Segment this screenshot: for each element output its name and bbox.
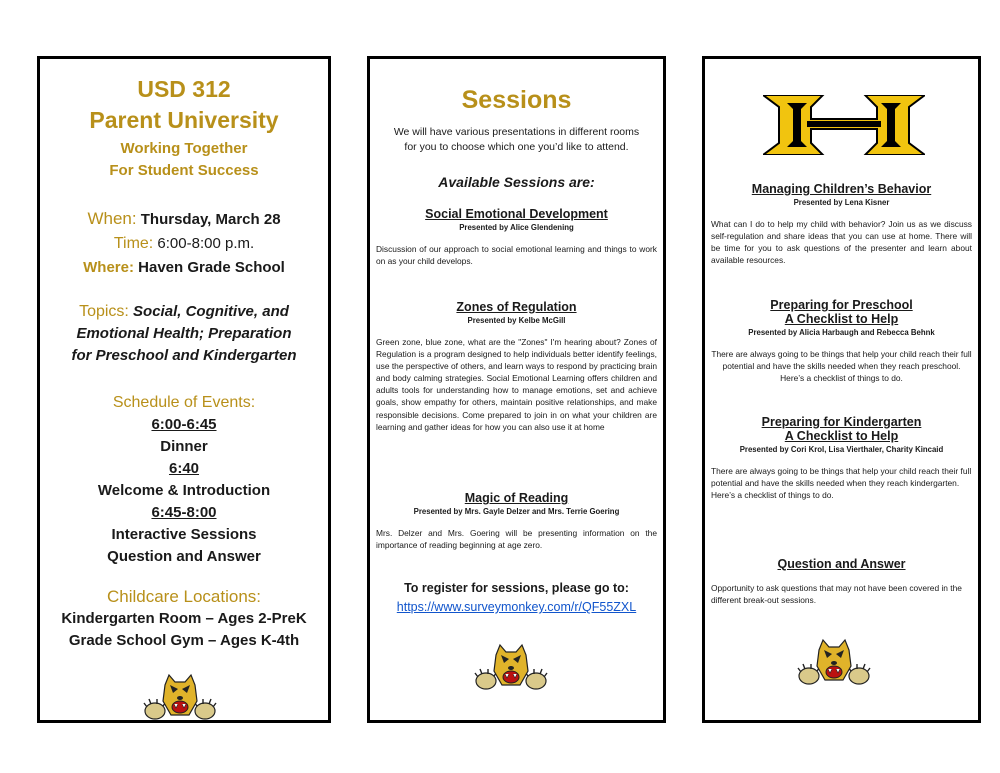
session-presenter: Presented by Cori Krol, Lisa Vierthaler, Charity Kincaid <box>739 445 944 454</box>
session-title: Managing Children’s Behavior <box>751 182 932 196</box>
when-line <box>40 207 328 232</box>
time-line <box>40 232 328 256</box>
available-sessions-heading: Available Sessions are: <box>438 174 595 190</box>
topics-label: Topics: <box>79 303 129 320</box>
session-title: Magic of Reading <box>464 491 569 505</box>
panther-mascot-icon <box>474 641 550 691</box>
session-card <box>711 182 972 266</box>
childcare-heading: Childcare Locations: <box>106 587 262 606</box>
sessions-heading: Sessions <box>461 86 572 114</box>
session-presenter: Presented by Alice Glendening <box>459 223 574 232</box>
schedule-item: Dinner <box>160 438 208 455</box>
panel-more-sessions <box>702 56 981 723</box>
schedule-item: Welcome & Introduction <box>97 482 271 499</box>
panther-mascot-icon <box>797 636 873 686</box>
session-description: There are always going to be things that help your child reach their full potential and have the skills needed when they reach kindergarten. Here’s a checklist of things to do. <box>711 466 972 501</box>
where-value: Haven Grade School <box>138 259 285 276</box>
schedule-item: Interactive Sessions <box>111 526 257 543</box>
session-description: Opportunity to ask questions that may not have been covered in the different break-out sessions. <box>711 583 962 606</box>
session-description: Mrs. Delzer and Mrs. Goering will be presenting information on the importance of reading beginning at age zero. <box>376 528 657 551</box>
topics-line-1: Social, Cognitive, and <box>133 303 289 320</box>
register-text: To register for sessions, please go to: <box>404 581 629 595</box>
panel-event-info <box>37 56 331 723</box>
title-usd: USD 312 <box>137 76 231 102</box>
session-presenter: Presented by Alicia Harbaugh and Rebecca Behnk <box>748 328 935 337</box>
panther-mascot-icon <box>143 671 219 721</box>
schedule-item: Question and Answer <box>107 548 261 565</box>
session-description: What can I do to help my child with behavior? Join us as we discuss self-regulation and share ideas that you can use at home. There will be time for you to ask questions of the presenter and learn about available resources. <box>711 219 972 266</box>
schedule-time: 6:45-8:00 <box>151 504 217 521</box>
session-description: Green zone, blue zone, what are the "Zones" I'm hearing about? Zones of Regulation is a program designed to help individuals better identify feelings, use the perspective of others, and learn ways to respond by practicing brain and body calming strategies. Social Emotional Learning offers children and adults tools for understanding how to manage emotions, set and achieve goals, show empathy for others, maintain positive relationships, and make responsible decisions. Come prepared to join in on what your children are learning and gather ideas for how you can also use it at home <box>376 337 657 432</box>
session-title: Preparing for Preschool <box>770 298 913 312</box>
session-title: Social Emotional Development <box>425 207 608 221</box>
session-subtitle: A Checklist to Help <box>784 429 899 443</box>
register-link[interactable]: https://www.surveymonkey.com/r/QF55ZXL <box>396 600 637 614</box>
tagline-2: For Student Success <box>109 162 259 179</box>
session-presenter: Presented by Mrs. Gayle Delzer and Mrs. Terrie Goering <box>413 507 620 516</box>
where-label: Where: <box>83 259 134 276</box>
schedule-heading: Schedule of Events: <box>112 394 256 411</box>
when-label: When: <box>87 209 137 228</box>
tagline-1: Working Together <box>120 140 248 157</box>
session-presenter: Presented by Lena Kisner <box>793 198 890 207</box>
session-card <box>711 415 972 501</box>
session-subtitle: A Checklist to Help <box>784 312 899 326</box>
session-card <box>376 300 657 433</box>
childcare-item: Grade School Gym – Ages K-4th <box>68 632 300 649</box>
schedule-time: 6:40 <box>168 460 200 477</box>
session-description: There are always going to be things that help your child reach their full potential and have the skills needed when they reach preschool. Here’s a checklist of things to do. <box>711 349 972 384</box>
time-label: Time: <box>113 235 154 252</box>
session-title: Question and Answer <box>777 557 906 571</box>
where-line <box>40 256 328 280</box>
session-description: Discussion of our approach to social emotional learning and things to work on as your child develops. <box>376 244 657 267</box>
intro-line-1: We will have various presentations in different rooms <box>393 126 640 138</box>
when-value: Thursday, March 28 <box>140 211 281 228</box>
topics-line-2: Emotional Health; Preparation <box>76 325 292 342</box>
school-h-logo-icon <box>763 95 925 155</box>
session-card <box>711 557 972 606</box>
title-parent-university: Parent University <box>89 107 279 133</box>
schedule-time: 6:00-6:45 <box>151 416 217 433</box>
panel-sessions <box>367 56 666 723</box>
childcare-item: Kindergarten Room – Ages 2-PreK <box>61 610 307 627</box>
topics-line-3: for Preschool and Kindergarten <box>71 347 297 364</box>
session-card <box>711 298 972 384</box>
session-card <box>376 207 657 267</box>
session-title: Zones of Regulation <box>456 300 577 314</box>
session-presenter: Presented by Kelbe McGill <box>467 316 566 325</box>
session-title: Preparing for Kindergarten <box>761 415 922 429</box>
intro-line-2: for you to choose which one you’d like to attend. <box>404 141 629 153</box>
time-value: 6:00-8:00 p.m. <box>157 235 255 252</box>
session-card <box>376 491 657 551</box>
